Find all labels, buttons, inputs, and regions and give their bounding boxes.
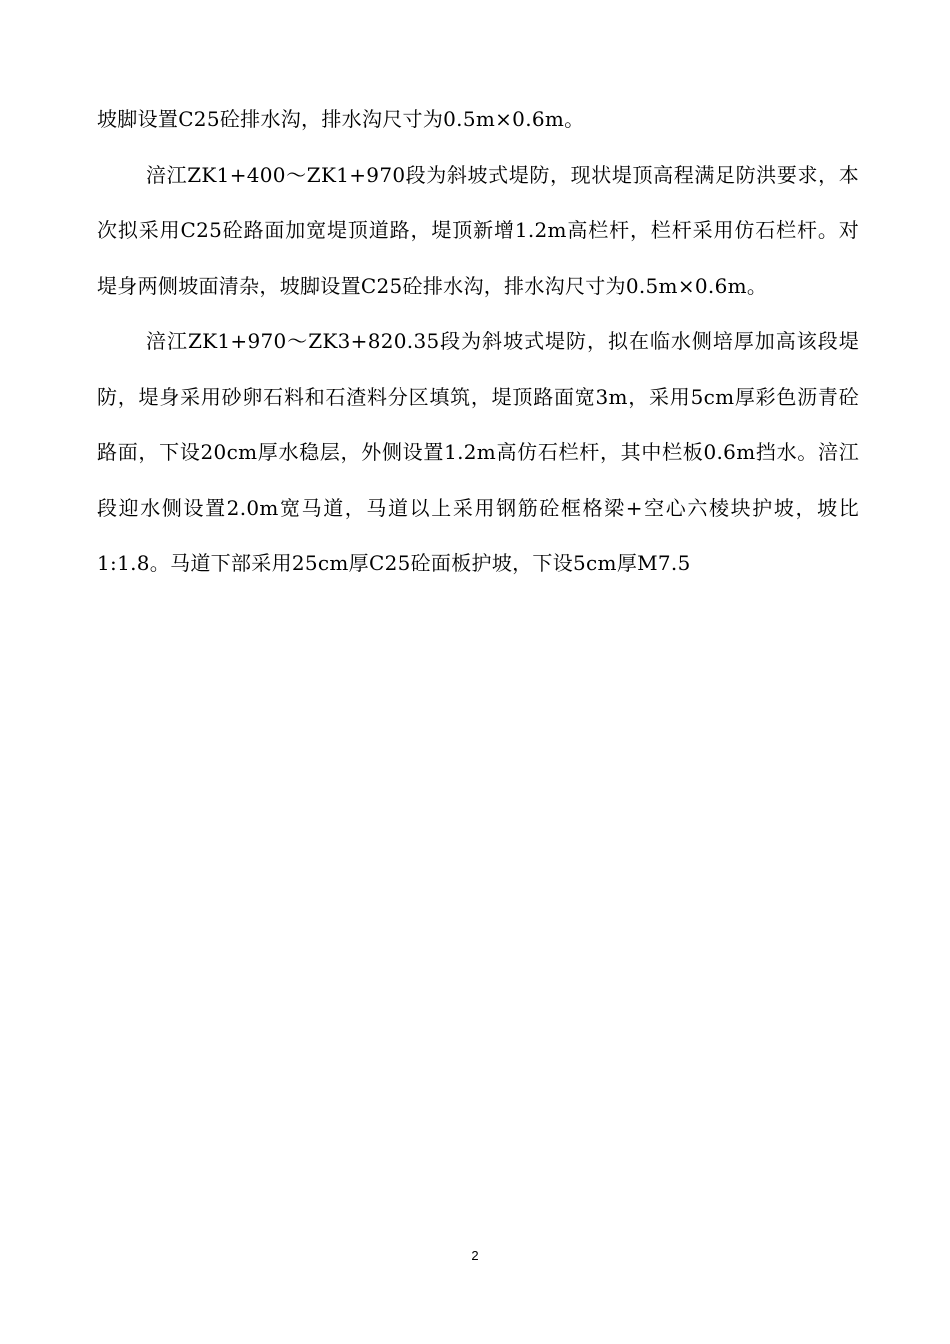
paragraph-section-zk1-970: 涪江ZK1+970～ZK3+820.35段为斜坡式堤防，拟在临水侧培厚加高该段堤防，堤身采用砂卵石料和石渣料分区填筑，堤顶路面宽3m，采用5cm厚彩色沥青砼路面，下设20cm厚水稳层，外侧设置1.2m高仿石栏杆，其中栏板0.6m挡水。涪江段迎水侧设置2.0m宽马道，马道以上采用钢筋砼框格梁+空心六棱块护坡，坡比1:1.8。马道下部采用25cm厚C25砼面板护坡，下设5cm厚M7.5 xyxy=(97,329,859,575)
paragraph-section-zk1-400: 涪江ZK1+400～ZK1+970段为斜坡式堤防，现状堤顶高程满足防洪要求，本次拟采用C25砼路面加宽堤顶道路，堤顶新增1.2m高栏杆，栏杆采用仿石栏杆。对堤身两侧坡面清杂，坡脚设置C25砼排水沟，排水沟尺寸为0.5m×0.6m。 xyxy=(97,162,859,298)
paragraph-drainage-ditch: 坡脚设置C25砼排水沟，排水沟尺寸为0.5m×0.6m。 xyxy=(97,107,585,131)
document-body xyxy=(97,92,859,592)
page-number: 2 xyxy=(471,1248,479,1263)
